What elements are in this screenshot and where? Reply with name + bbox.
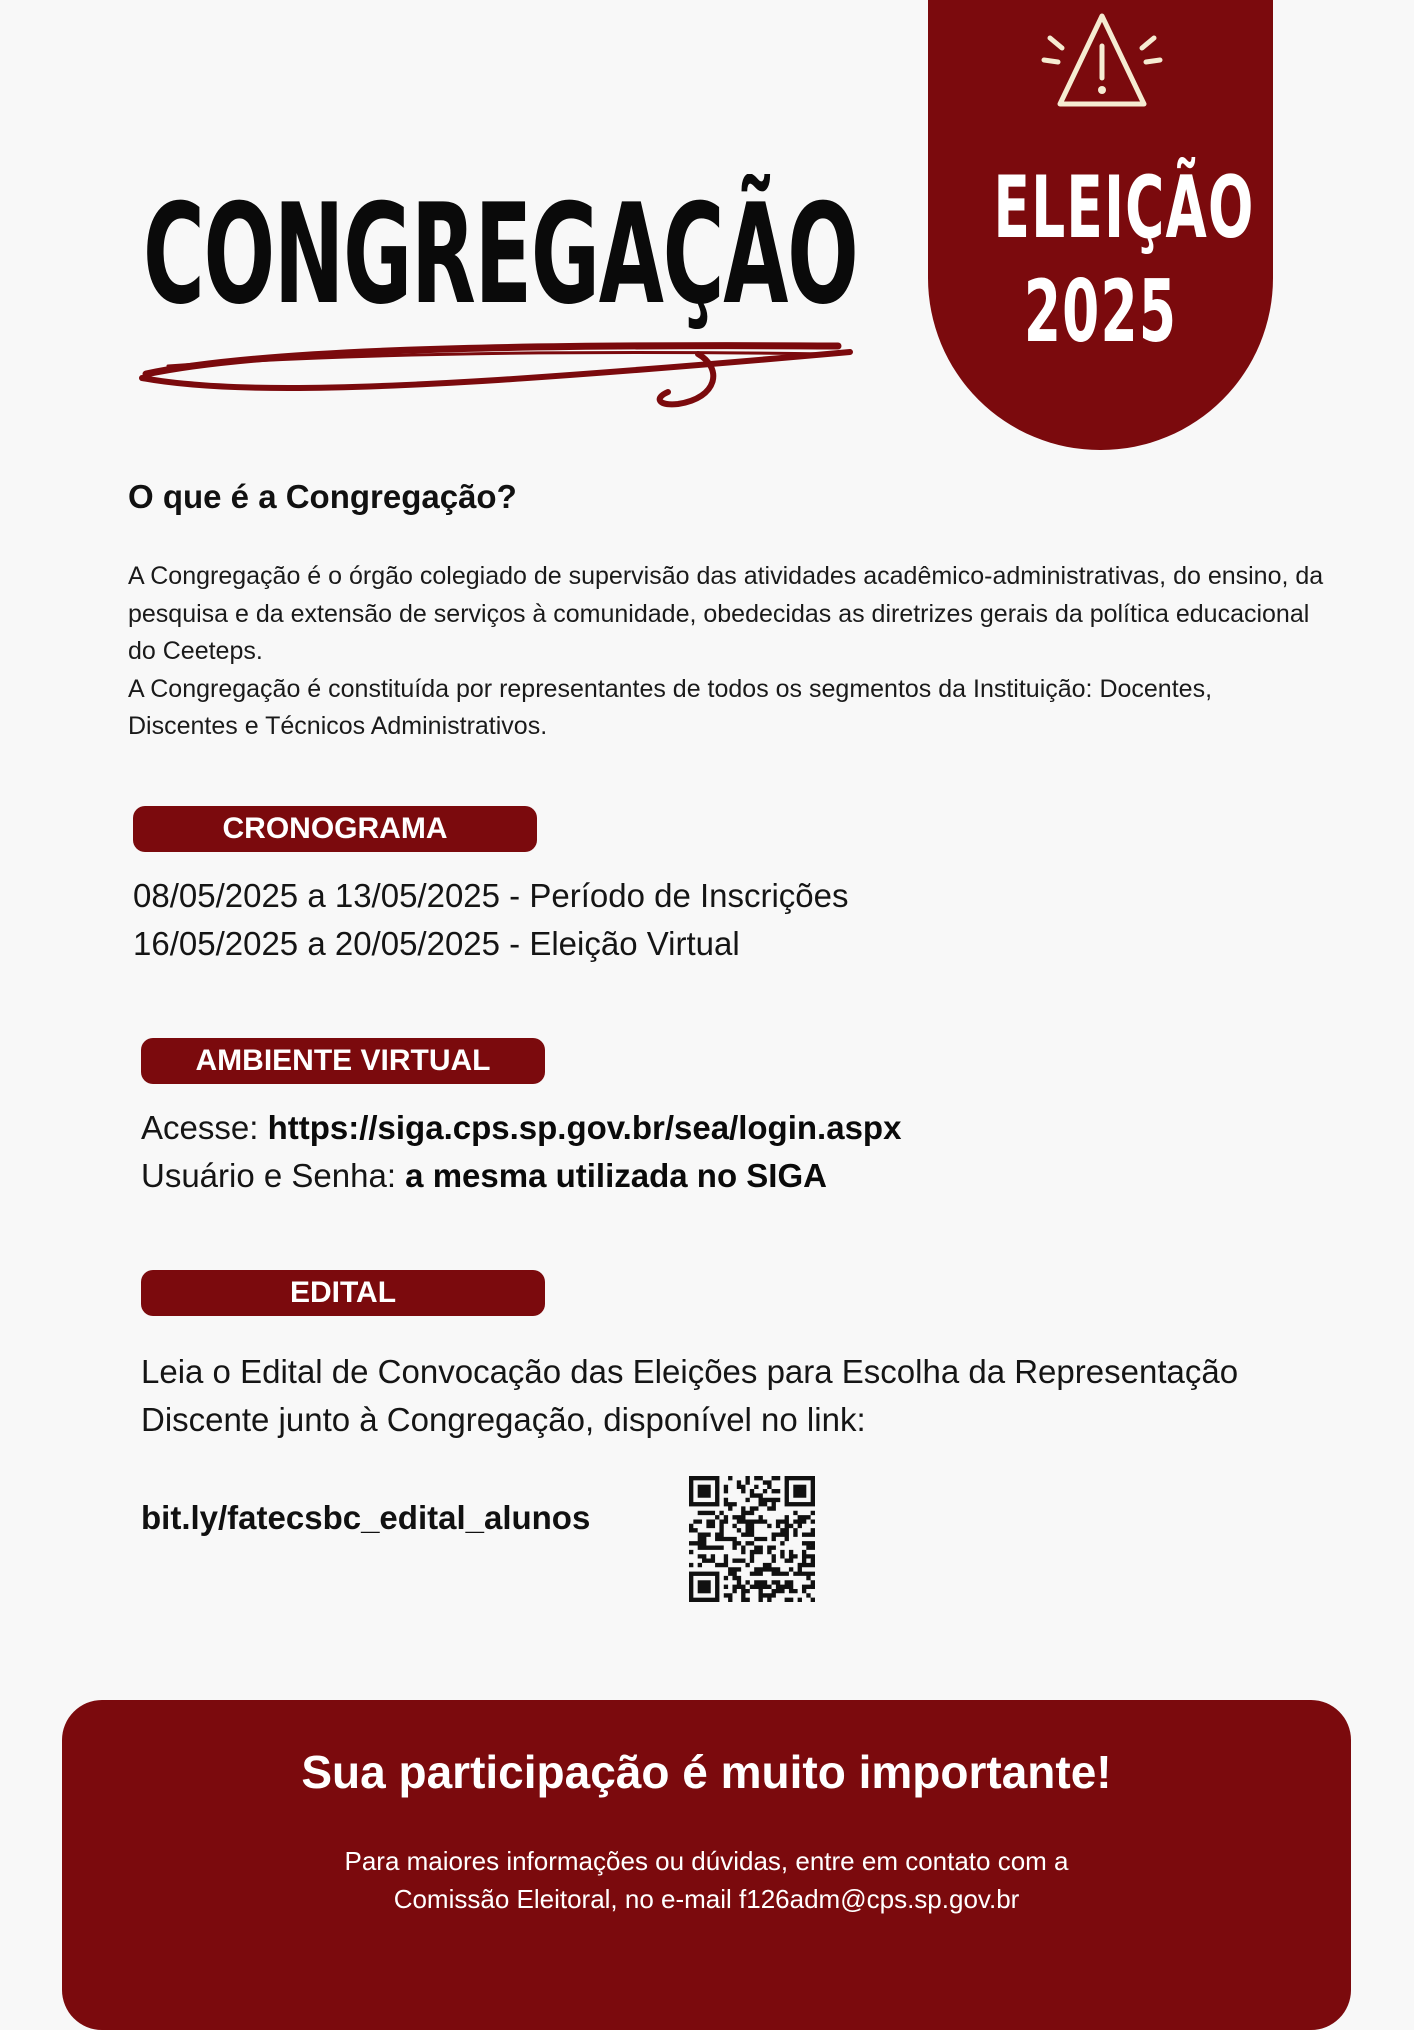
qr-code-icon[interactable] <box>689 1476 815 1602</box>
intro-heading: O que é a Congregação? <box>128 478 517 515</box>
intro-paragraph-2: A Congregação é constituída por representantes de todos os segmentos da Instituição: Docentes, Discentes e Técnicos Administrativos. <box>128 674 1213 740</box>
intro-text <box>128 558 1328 746</box>
cronograma-section-label: CRONOGRAMA <box>133 806 537 852</box>
access-line <box>141 1104 901 1152</box>
access-url-link[interactable]: https://siga.cps.sp.gov.br/sea/login.aspx <box>267 1109 902 1146</box>
warning-triangle-icon <box>1040 10 1164 118</box>
login-value: a mesma utilizada no SIGA <box>405 1157 827 1194</box>
page-title: CONGREGAÇÃO <box>143 174 858 335</box>
footer-line-1: Para maiores informações ou dúvidas, entre em contato com a <box>344 1846 1069 1876</box>
access-prefix: Acesse: <box>141 1109 268 1146</box>
ambiente-section-label: AMBIENTE VIRTUAL <box>141 1038 545 1084</box>
footer-contact-text <box>62 1842 1351 1918</box>
login-line <box>141 1152 901 1200</box>
login-prefix: Usuário e Senha: <box>141 1157 406 1194</box>
footer-line-2: Comissão Eleitoral, no e-mail f126adm@cps.sp.gov.br <box>393 1884 1020 1914</box>
footer-title: Sua participação é muito importante! <box>301 1746 1112 1798</box>
brush-underline <box>138 332 858 412</box>
edital-link[interactable]: bit.ly/fatecsbc_edital_alunos <box>141 1499 591 1536</box>
edital-section-label: EDITAL <box>141 1270 545 1316</box>
badge-year: 2025 <box>1023 262 1178 362</box>
cronograma-list <box>133 872 849 968</box>
cronograma-item-eleicao: 16/05/2025 a 20/05/2025 - Eleição Virtual <box>133 925 740 962</box>
edital-description: Leia o Edital de Convocação das Eleições para Escolha da Representação Discente junto à Congregação, disponível no link: <box>141 1353 1239 1438</box>
intro-paragraph-1: A Congregação é o órgão colegiado de supervisão das atividades acadêmico-administrativas, do ensino, da pesquisa e da extensão de serviços à comunidade, obedecidas as diretrizes gerais da política educacional do Ceeteps. <box>128 562 1324 665</box>
cronograma-item-inscricoes: 08/05/2025 a 13/05/2025 - Período de Inscrições <box>133 877 849 914</box>
ambiente-info <box>141 1104 901 1200</box>
badge-election-label: ELEIÇÃO <box>993 158 1255 258</box>
